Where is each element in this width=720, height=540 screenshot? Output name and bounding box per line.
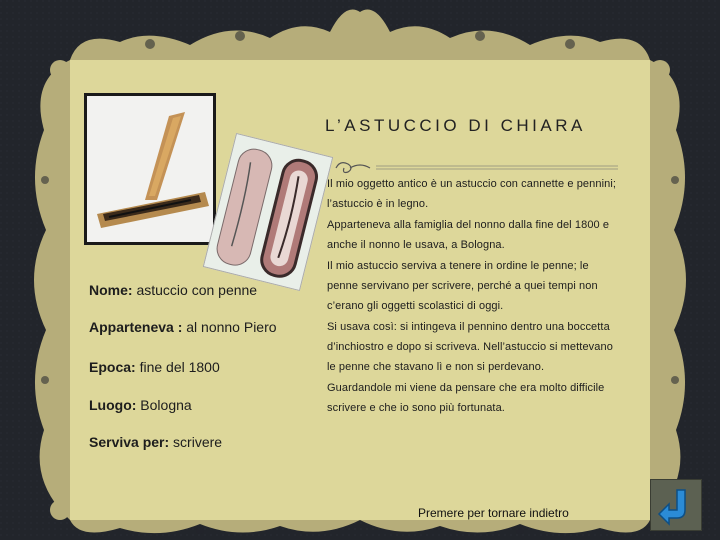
field-label: Epoca: — [89, 359, 136, 375]
page-title: L’ASTUCCIO DI CHIARA — [325, 116, 586, 135]
paragraph: Il mio astuccio serviva a tenere in ordine le penne; le penne servivano per scrivere, perché a quei tempi non c’erano gli oggetti scolastici di oggi. — [327, 260, 598, 312]
field-label: Nome: — [89, 282, 133, 298]
field-value: Bologna — [136, 397, 192, 413]
field-label: Apparteneva : — [89, 319, 183, 335]
paragraph: Guardandole mi viene da pensare che era molto difficile scrivere e che io sono più fortunata. — [327, 382, 605, 414]
field-luogo — [89, 397, 192, 413]
field-label: Serviva per: — [89, 434, 170, 450]
field-value: scrivere — [169, 434, 223, 450]
field-label: Luogo: — [89, 397, 137, 413]
field-value: al nonno Piero — [182, 319, 277, 335]
pencil-case-photo — [84, 93, 216, 245]
field-epoca — [89, 359, 220, 375]
description-text — [327, 174, 617, 419]
paragraph: Il mio oggetto antico è un astuccio con cannette e pennini; l’astuccio è in legno. — [327, 178, 617, 210]
back-instruction: Premere per tornare indietro — [418, 506, 569, 520]
field-serviva-per — [89, 434, 222, 450]
back-button[interactable] — [650, 479, 702, 531]
paragraph: Apparteneva alla famiglia del nonno dalla fine del 1800 e anche il nonno le usava, a Bologna. — [327, 219, 610, 251]
field-value: astuccio con penne — [132, 282, 258, 298]
back-arrow-icon — [651, 480, 701, 530]
field-apparteneva — [89, 319, 277, 335]
field-nome — [89, 282, 257, 298]
paragraph: Si usava così: si intingeva il pennino dentro una boccetta d’inchiostro e dopo si scriveva. Nell’astuccio si mettevano le penne che stavano lì e non si perdevano. — [327, 321, 613, 373]
field-value: fine del 1800 — [135, 359, 220, 375]
